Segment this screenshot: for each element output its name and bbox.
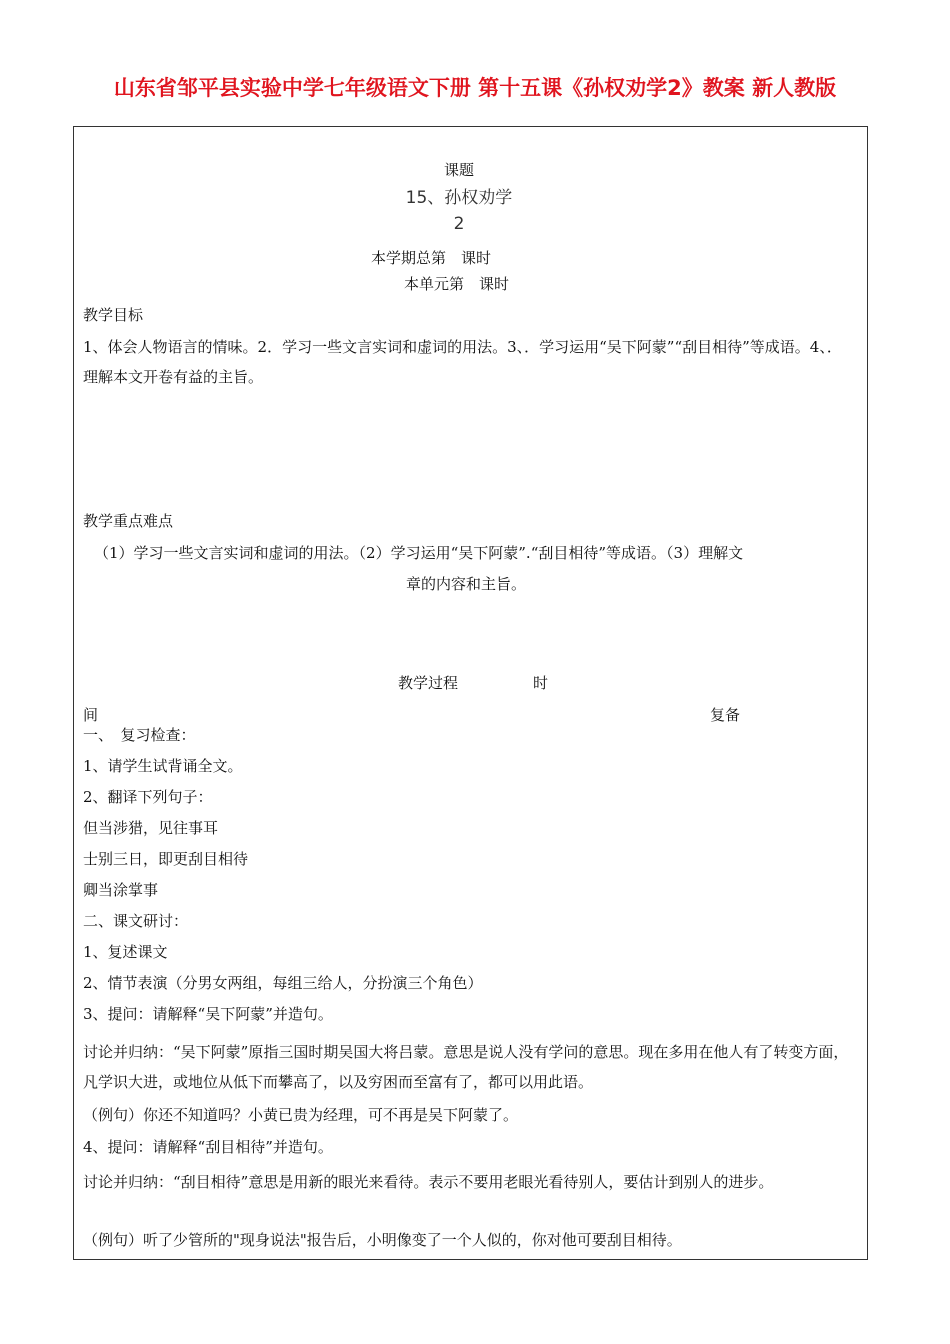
time-label-1: 时 [533, 674, 549, 692]
process-item: 3、提问：请解释“吴下阿蒙”并造句。 [83, 1005, 333, 1023]
key-points-line-2: 章的内容和主旨。 [406, 575, 527, 593]
process-item-4: 4、提问：请解释“刮目相待”并造句。 [83, 1138, 333, 1156]
example-2: （例句）听了少管所的"现身说法"报告后，小明像变了一个人似的，你对他可要刮目相待。 [83, 1231, 682, 1249]
process-heading: 教学过程 [398, 674, 459, 692]
key-points-line-1: （1）学习一些文言实词和虚词的用法。（2）学习运用“吴下阿蒙”.“刮目相待”等成语。（3）理解文 [94, 544, 744, 562]
period-total: 本学期总第 课时 [371, 249, 492, 267]
process-item: 卿当涂掌事 [83, 881, 159, 899]
document-title: 山东省邹平县实验中学七年级语文下册 第十五课《孙权劝学2》教案 新人教版 [113, 76, 837, 100]
process-item: 但当涉猎，见往事耳 [83, 819, 219, 837]
objectives-heading: 教学目标 [83, 306, 144, 324]
time-label-2: 间 [83, 706, 99, 724]
key-points-heading: 教学重点难点 [83, 512, 174, 530]
process-item: 二、课文研讨： [83, 912, 189, 930]
objectives-text: 1、体会人物语言的情味。2．学习一些文言实词和虚词的用法。3、．学习运用“吴下阿蒙”“刮目相待”等成语。4、．理解本文开卷有益的主旨。 [83, 338, 842, 386]
process-item: 1、复述课文 [83, 943, 168, 961]
discussion-2: 讨论并归纳：“刮目相待”意思是用新的眼光来看待。表示不要用老眼光看待别人，要估计到别人的进步。 [83, 1173, 774, 1191]
process-item: 1、请学生试背诵全文。 [83, 757, 243, 775]
lesson-plan-table [73, 126, 868, 1260]
discussion-1: 讨论并归纳：“吴下阿蒙”原指三国时期吴国大将吕蒙。意思是说人没有学问的意思。现在多用在他人有了转变方面，凡学识大进，或地位从低下而攀高了，以及穷困而至富有了，都可以用此语。 [83, 1043, 849, 1091]
process-item: 一、 复习检查： [83, 726, 196, 744]
process-item: 士别三日，即更刮目相待 [83, 850, 249, 868]
topic-number: 2 [453, 214, 465, 234]
period-unit: 本单元第 课时 [404, 275, 510, 293]
process-item: 2、翻译下列句子： [83, 788, 213, 806]
topic-title: 15、孙权劝学 [405, 188, 513, 208]
topic-label: 课题 [443, 161, 474, 179]
process-item: 2、情节表演（分男女两组，每组三给人，分扮演三个角色） [83, 974, 483, 992]
example-1: （例句）你还不知道吗？小黄已贵为经理，可不再是吴下阿蒙了。 [83, 1106, 519, 1124]
prep-label: 复备 [710, 706, 741, 724]
